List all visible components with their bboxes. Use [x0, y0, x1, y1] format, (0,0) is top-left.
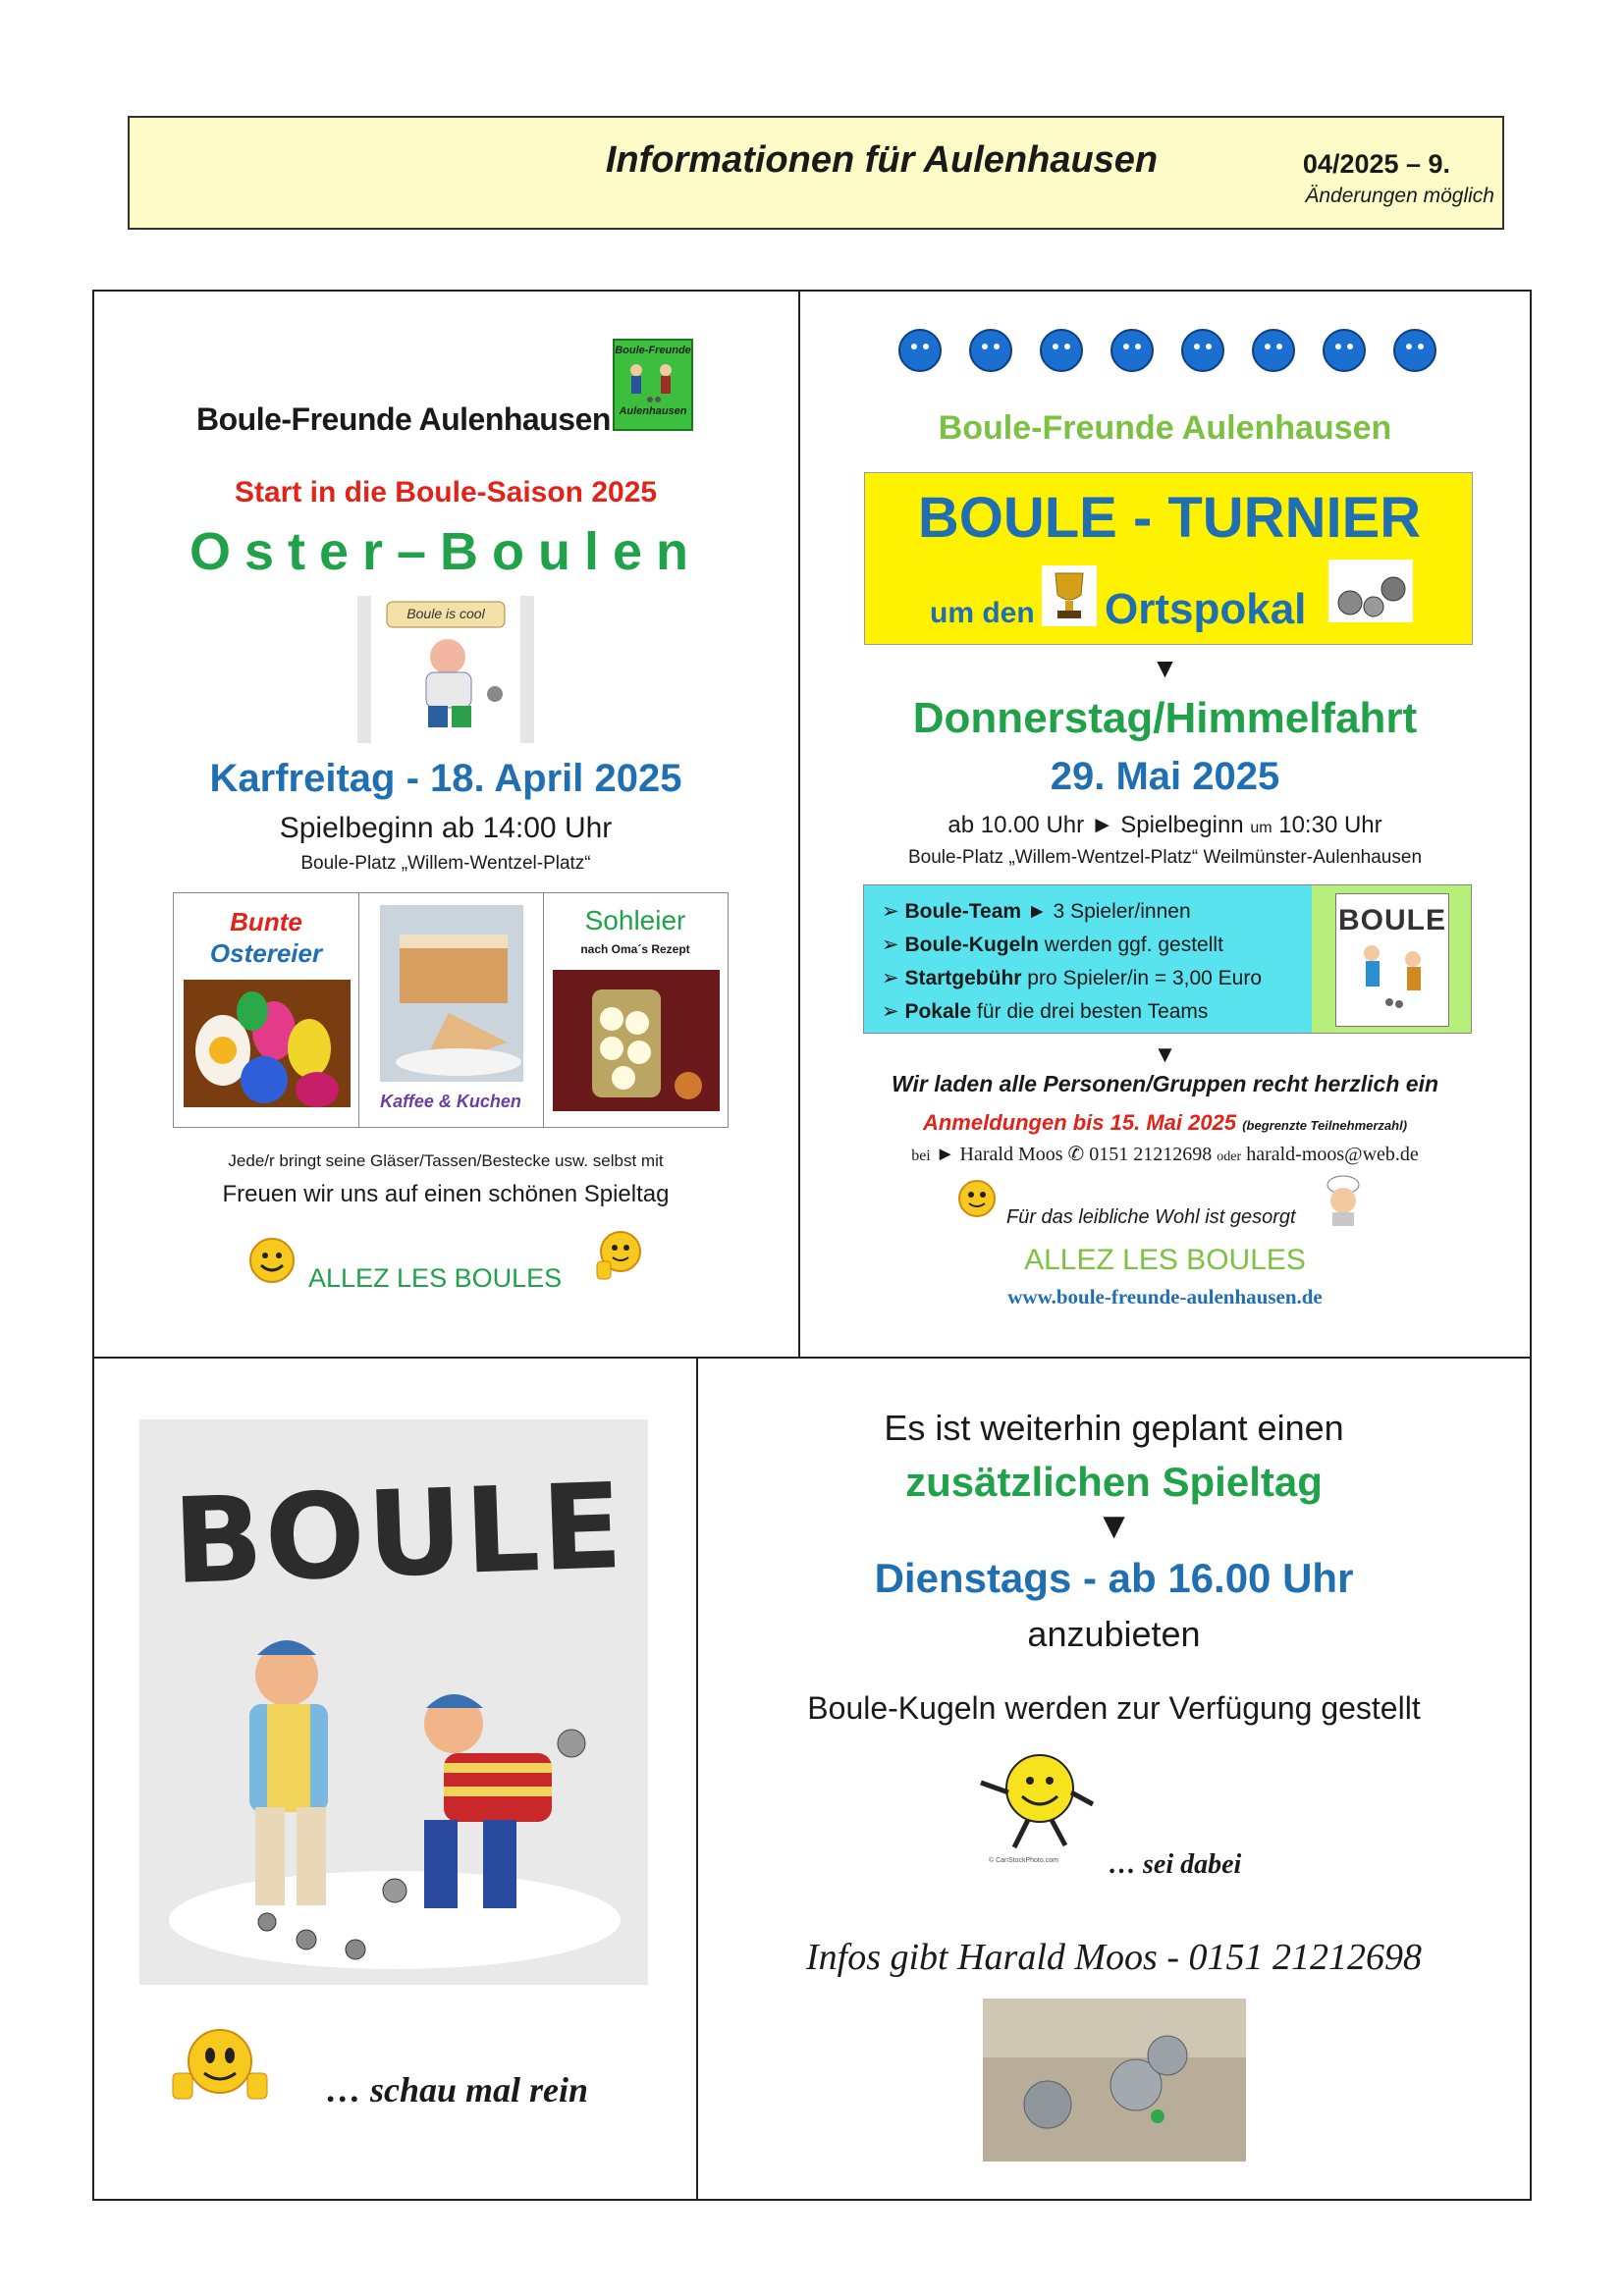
blue-ball-row [896, 327, 1446, 376]
info-item-kugeln: ➢ Boule-Kugeln werden ggf. gestellt [882, 934, 1223, 956]
panel-oster-boulen [94, 292, 797, 1356]
info-list [882, 895, 1304, 1029]
contact-oder: oder [1217, 1149, 1242, 1164]
trophy-icon [1042, 565, 1097, 626]
boule-balls-icon [1328, 560, 1413, 622]
smiley-credit: © CanStockPhoto.com [989, 1857, 1058, 1864]
info-item-startgebuehr: ➢ Startgebühr pro Spieler/in = 3,00 Euro [882, 967, 1263, 989]
chef-icon [1319, 1175, 1368, 1226]
easter-eggs-image [184, 980, 351, 1107]
time-spielbeginn: Spielbeginn [1120, 812, 1244, 838]
info-contact: Infos gibt Harald Moos - 0151 21212698 [806, 1937, 1422, 1978]
time-start: ab 10.00 Uhr [947, 812, 1085, 838]
kaffee-kuchen-caption: Kaffee & Kuchen [380, 1092, 521, 1111]
food-boxes [173, 892, 729, 1128]
blue-ball-icons [896, 327, 1446, 376]
running-smiley-icon [971, 1749, 1099, 1857]
turnier-time [800, 812, 1530, 839]
arrow-down-2: ▼ [1153, 1041, 1177, 1068]
registration-deadline: Anmeldungen bis 15. Mai 2025 [922, 1110, 1237, 1135]
boule-players-icon [1336, 937, 1448, 1016]
cake-image [380, 905, 523, 1082]
website-link[interactable]: www.boule-freunde-aulenhausen.de [1007, 1285, 1323, 1308]
balls-provided: Boule-Kugeln werden zur Verfügung gestellt [807, 1690, 1421, 1726]
header-box [128, 116, 1504, 230]
schau-mal-rein: … schau mal rein [326, 2070, 589, 2109]
time-um: um [1250, 820, 1272, 836]
boule-sign-text: BOULE [1338, 904, 1446, 936]
food-note: Für das leibliche Wohl ist gesorgt [1006, 1206, 1296, 1228]
club-logo [613, 339, 693, 431]
banner-um-den: um den [930, 597, 1035, 629]
turnier-info-box [863, 884, 1472, 1034]
allez-les-boules: ALLEZ LES BOULES [1024, 1244, 1306, 1276]
invite-text: Wir laden alle Personen/Gruppen recht herzlich ein [891, 1071, 1439, 1096]
logo-text-top: Boule-Freunde [615, 345, 691, 356]
panel-zusaetzlicher-spieltag [698, 1359, 1530, 2199]
turnier-venue: Boule-Platz „Willem-Wentzel-Platz“ Weilmünster-Aulenhausen [907, 847, 1423, 868]
phone-icon: ✆ [1067, 1144, 1085, 1165]
extra-day-title: zusätzlichen Spieltag [905, 1459, 1323, 1505]
bring-note: Jede/r bringt seine Gläser/Tassen/Bestecke usw. selbst mit [228, 1151, 664, 1170]
time-play: 10:30 Uhr [1278, 812, 1382, 838]
contact-bei: bei [911, 1148, 931, 1164]
ostereier-word: Ostereier [209, 938, 323, 968]
smiley-icon [955, 1177, 999, 1222]
club-name: Boule-Freunde Aulenhausen [938, 409, 1392, 447]
turnier-day: Donnerstag/Himmelfahrt [912, 694, 1418, 742]
plan-line: Es ist weiterhin geplant einen [884, 1408, 1344, 1448]
info-item-pokale: ➢ Pokale für die drei besten Teams [882, 1000, 1209, 1023]
offer-line: anzubieten [1027, 1614, 1201, 1654]
event-title: Oster–Boulen [189, 522, 703, 581]
sohleier-title: Sohleier [584, 905, 686, 935]
panel-boule-picture [94, 1359, 695, 2199]
turnier-title: BOULE - TURNIER [917, 486, 1422, 550]
registration-note: (begrenzte Teilnehmerzahl) [1242, 1118, 1408, 1133]
turnier-date: 29. Mai 2025 [1050, 755, 1280, 798]
boule-balls-photo [983, 1999, 1246, 2162]
contact-phone: 0151 21212698 [1089, 1144, 1213, 1165]
contact-line [800, 1142, 1530, 1166]
boule-players-cartoon [159, 1606, 630, 1969]
thumbs-up-smiley-icon [593, 1228, 644, 1283]
extra-day-time: Dienstags - ab 16.00 Uhr [874, 1555, 1354, 1601]
registration [800, 1110, 1530, 1136]
header-title: Informationen für Aulenhausen [605, 139, 1159, 181]
info-item-team: ➢ Boule-Team ► 3 Spieler/innen [882, 900, 1191, 923]
logo-text-bottom: Aulenhausen [619, 405, 687, 417]
turnier-banner [864, 472, 1473, 645]
joy-note: Freuen wir uns auf einen schönen Spieltag [222, 1181, 670, 1207]
contact-name: Harald Moos [959, 1144, 1063, 1165]
arrow-down: ▼ [1095, 1506, 1133, 1547]
pickled-eggs-image [553, 970, 720, 1111]
contact-email[interactable]: harald-moos@web.de [1246, 1144, 1419, 1165]
sohleier-subtitle: nach Oma´s Rezept [580, 942, 690, 956]
bunte-word: Bunte [230, 907, 302, 936]
header-issue: 04/2025 – 9. [1302, 149, 1451, 179]
banner-ortspokal: Ortspokal [1105, 585, 1307, 633]
panel-boule-turnier [800, 292, 1530, 1356]
boule-mascot-image [357, 596, 534, 743]
logo-players-icon [615, 356, 691, 405]
boule-cartoon-word: BOULE [171, 1459, 626, 1611]
time-arrow: ► [1090, 812, 1121, 838]
mascot-sign-text: Boule is cool [406, 606, 485, 621]
event-date: Karfreitag - 18. April 2025 [209, 757, 682, 800]
boule-cartoon-image [139, 1419, 648, 1985]
smiley-icon [247, 1236, 297, 1285]
contact-arrow: ► [935, 1144, 955, 1165]
thumbs-up-smiley-icon [171, 2022, 269, 2107]
allez-les-boules: ALLEZ LES BOULES [308, 1263, 563, 1293]
header-note: Änderungen möglich [1305, 185, 1494, 207]
season-title: Start in die Boule-Saison 2025 [234, 476, 658, 508]
event-start: Spielbeginn ab 14:00 Uhr [279, 812, 613, 844]
arrow-down: ▼ [1151, 653, 1179, 683]
sei-dabei: … sei dabei [1109, 1849, 1242, 1880]
club-name: Boule-Freunde Aulenhausen [196, 401, 611, 437]
boule-sign-card [1335, 893, 1449, 1027]
event-venue: Boule-Platz „Willem-Wentzel-Platz“ [300, 853, 591, 874]
